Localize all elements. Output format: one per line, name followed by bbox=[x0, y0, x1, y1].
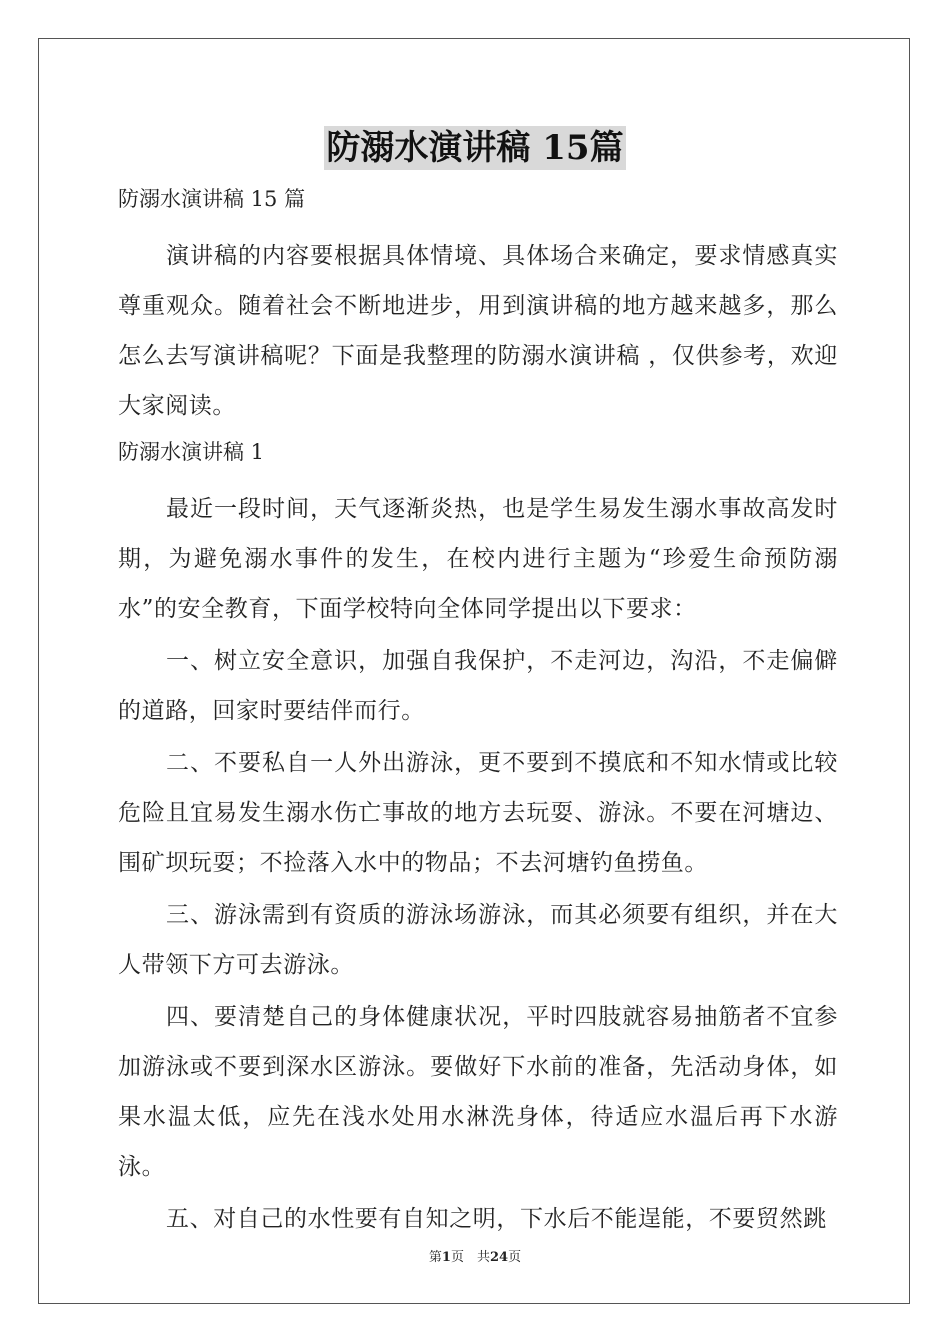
body-paragraph: 五、对自己的水性要有自知之明，下水后不能逞能，不要贸然跳 bbox=[166, 1206, 827, 1232]
intro-paragraph: 演讲稿的内容要根据具体情境、具体场合来确定，要求情感真实尊重观众。随着社会不断地进步，用到演讲稿的地方越来越多，那么怎么去写演讲稿呢？下面是我整理的防溺水演讲稿 ，仅供参考，欢迎大家阅读。 bbox=[118, 243, 838, 419]
footer-page-current: 1 bbox=[441, 1250, 451, 1265]
document-subtitle: 防溺水演讲稿 15 篇 bbox=[118, 187, 306, 211]
title-wrap bbox=[0, 126, 950, 170]
document-body bbox=[118, 180, 838, 1246]
document-title: 防溺水演讲稿 15篇 bbox=[326, 128, 624, 168]
footer-suffix: 页 bbox=[508, 1250, 522, 1265]
section-heading: 防溺水演讲稿 1 bbox=[118, 440, 265, 464]
body-paragraph: 四、要清楚自己的身体健康状况，平时四肢就容易抽筋者不宜参加游泳或不要到深水区游泳。要做好下水前的准备，先活动身体，如果水温太低，应先在浅水处用水淋洗身体，待适应水温后再下水游泳。 bbox=[118, 1004, 838, 1180]
footer-page-total: 24 bbox=[489, 1250, 509, 1265]
body-paragraph: 二、不要私自一人外出游泳，更不要到不摸底和不知水情或比较危险且宜易发生溺水伤亡事故的地方去玩耍、游泳。不要在河塘边、围矿坝玩耍；不捡落入水中的物品；不去河塘钓鱼捞鱼。 bbox=[118, 750, 838, 876]
footer-prefix: 第 bbox=[428, 1250, 442, 1265]
page-footer bbox=[0, 1246, 950, 1265]
body-paragraph: 一、树立安全意识，加强自我保护，不走河边，沟沿，不走偏僻的道路，回家时要结伴而行。 bbox=[118, 648, 838, 724]
body-paragraph: 最近一段时间，天气逐渐炎热，也是学生易发生溺水事故高发时期，为避免溺水事件的发生，在校内进行主题为“珍爱生命预防溺水”的安全教育，下面学校特向全体同学提出以下要求： bbox=[118, 496, 838, 622]
body-paragraph: 三、游泳需到有资质的游泳场游泳，而其必须要有组织，并在大人带领下方可去游泳。 bbox=[118, 902, 838, 978]
footer-mid: 页 共 bbox=[450, 1250, 490, 1265]
